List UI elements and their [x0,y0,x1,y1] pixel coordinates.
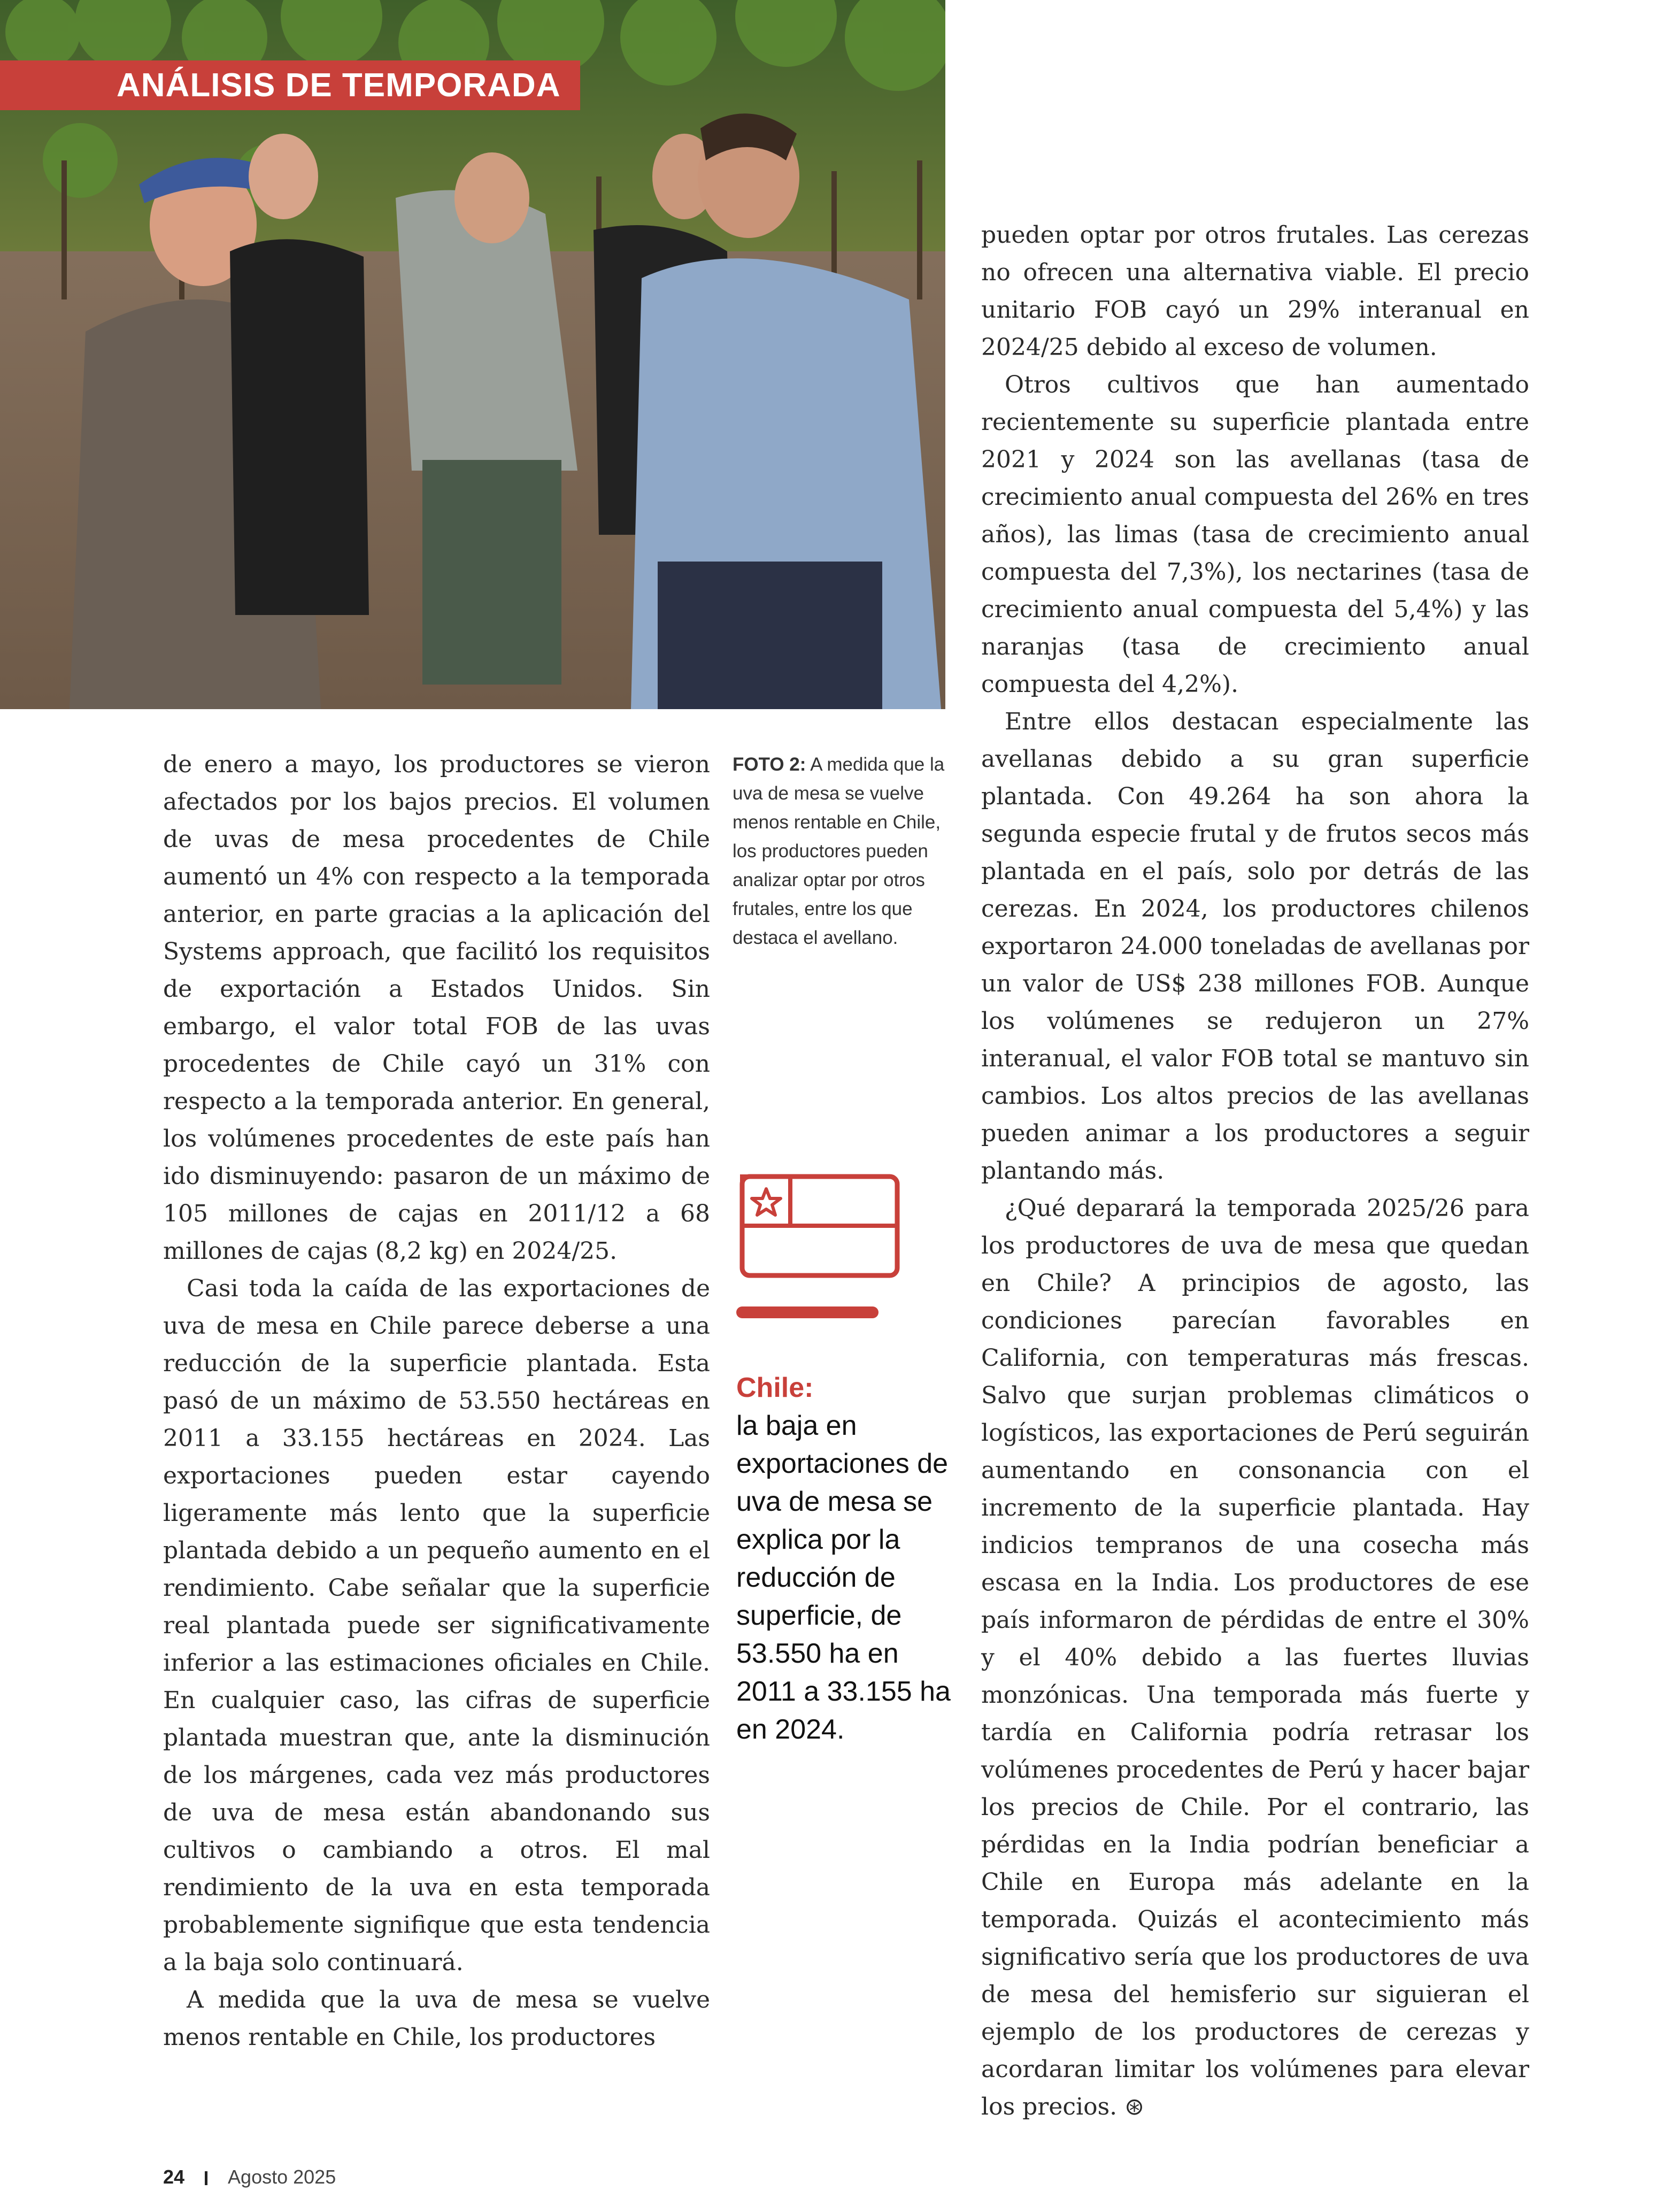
paragraph: Casi toda la caída de las exportaciones de uva de mesa en Chile parece deberse a una reducción de la superficie plantada. Esta pasó de un máximo de 53.550 hectáreas en 2011 a 33.155 hectáreas en 2024. Las exportaciones pueden estar cayendo ligeramente más lento que la superficie plantada debido a un pequeño aumento en el rendimiento. Cabe señalar que la superficie real plantada puede ser significativamente inferior a las estimaciones oficiales en Chile. En cualquier caso, las cifras de superficie plantada muestran que, ante la disminución de los márgenes, cada vez más productores de uva de mesa están abandonando sus cultivos o cambiando a otros. El mal rendimiento de la uva en esta temporada probablemente signifique que esta tendencia a la baja solo continuará. [163,1275,710,1976]
paragraph: A medida que la uva de mesa se vuelve menos rentable en Chile, los productores [163,1986,710,2051]
pull-quote [736,1369,961,1749]
paragraph: pueden optar por otros frutales. Las cerezas no ofrecen una alternativa viable. El precio unitario FOB cayó un 29% interanual en 2024/25 debido al exceso de volumen. [981,221,1529,361]
caption-lead: FOTO 2: [733,754,806,775]
caption-text: A medida que la uva de mesa se vuelve menos rentable en Chile, los productores pueden analizar optar por otros frutales, entre los que destaca el avellano. [733,754,945,948]
section-tag: ANÁLISIS DE TEMPORADA [0,60,580,110]
article-right-column [981,217,1529,2126]
article-left-column [163,746,710,2056]
footer-separator [205,2171,207,2185]
page-number: 24 [163,2166,185,2188]
pull-quote-highlight: Chile: [736,1372,814,1403]
chile-flag-icon [739,1174,900,1278]
page-footer [163,2166,336,2188]
photo-caption [733,750,962,952]
issue-date: Agosto 2025 [228,2166,336,2188]
paragraph: ¿Qué deparará la temporada 2025/26 para los productores de uva de mesa que quedan en Chile? A principios de agosto, las condiciones parecían favorables en California, con temperaturas más frescas. Salvo que surjan problemas climáticos o logísticos, las exportaciones de Perú seguirán aumentando en consonancia con el incremento de la superficie plantada. Hay indicios tempranos de una cosecha más escasa en la India. Los productores de ese país informaron de pérdidas de entre el 30% y el 40% debido a las fuertes lluvias monzónicas. Una temporada más fuerte y tardía en California podría retrasar los volúmenes procedentes de Perú y hacer bajar los precios de Chile. Por el contrario, las pérdidas en la India podrían beneficiar a Chile en Europa más adelante en la temporada. Quizás el acontecimiento más significativo sería que los productores de uva de mesa del hemisferio sur siguieran el ejemplo de los productores de cerezas y acordaran limitar los volúmenes para elevar los precios. [981,1195,1529,2120]
paragraph: de enero a mayo, los productores se vieron afectados por los bajos precios. El volumen de uvas de mesa procedentes de Chile aumentó un 4% con respecto a la temporada anterior, en parte gracias a la aplicación del Systems approach, que facilitó los requisitos de exportación a Estados Unidos. Sin embargo, el valor total FOB de las uvas procedentes de Chile cayó un 31% con respecto a la temporada anterior. En general, los volúmenes procedentes de este país han ido disminuyendo: pasaron de un máximo de 105 millones de cajas en 2011/12 a 68 millones de cajas (8,2 kg) en 2024/25. [163,751,710,1265]
end-mark-icon: ⊛ [1124,2093,1145,2120]
paragraph: Entre ellos destacan especialmente las avellanas debido a su gran superficie plantada. Con 49.264 ha son ahora la segunda especie frutal y de frutos secos más plantada en el país, solo por detrás de las cerezas. En 2024, los productores chilenos exportaron 24.000 toneladas de avellanas por un valor de US$ 238 millones FOB. Aunque los volúmenes se redujeron un 27% interanual, el valor FOB total se mantuvo sin cambios. Los altos precios de las avellanas pueden animar a los productores a seguir plantando más. [981,708,1529,1185]
pull-quote-text: la baja en exportaciones de uva de mesa se explica por la reducción de superficie, de 53.550 ha en 2011 a 33.155 ha en 2024. [736,1410,951,1745]
accent-divider [736,1306,878,1318]
paragraph: Otros cultivos que han aumentado recientemente su superficie plantada entre 2021 y 2024 son las avellanas (tasa de crecimiento anual compuesta del 26% en tres años), las limas (tasa de crecimiento anual compuesta del 7,3%), los nectarines (tasa de crecimiento anual compuesta del 5,4%) y las naranjas (tasa de crecimiento anual compuesta del 4,2%). [981,371,1529,698]
